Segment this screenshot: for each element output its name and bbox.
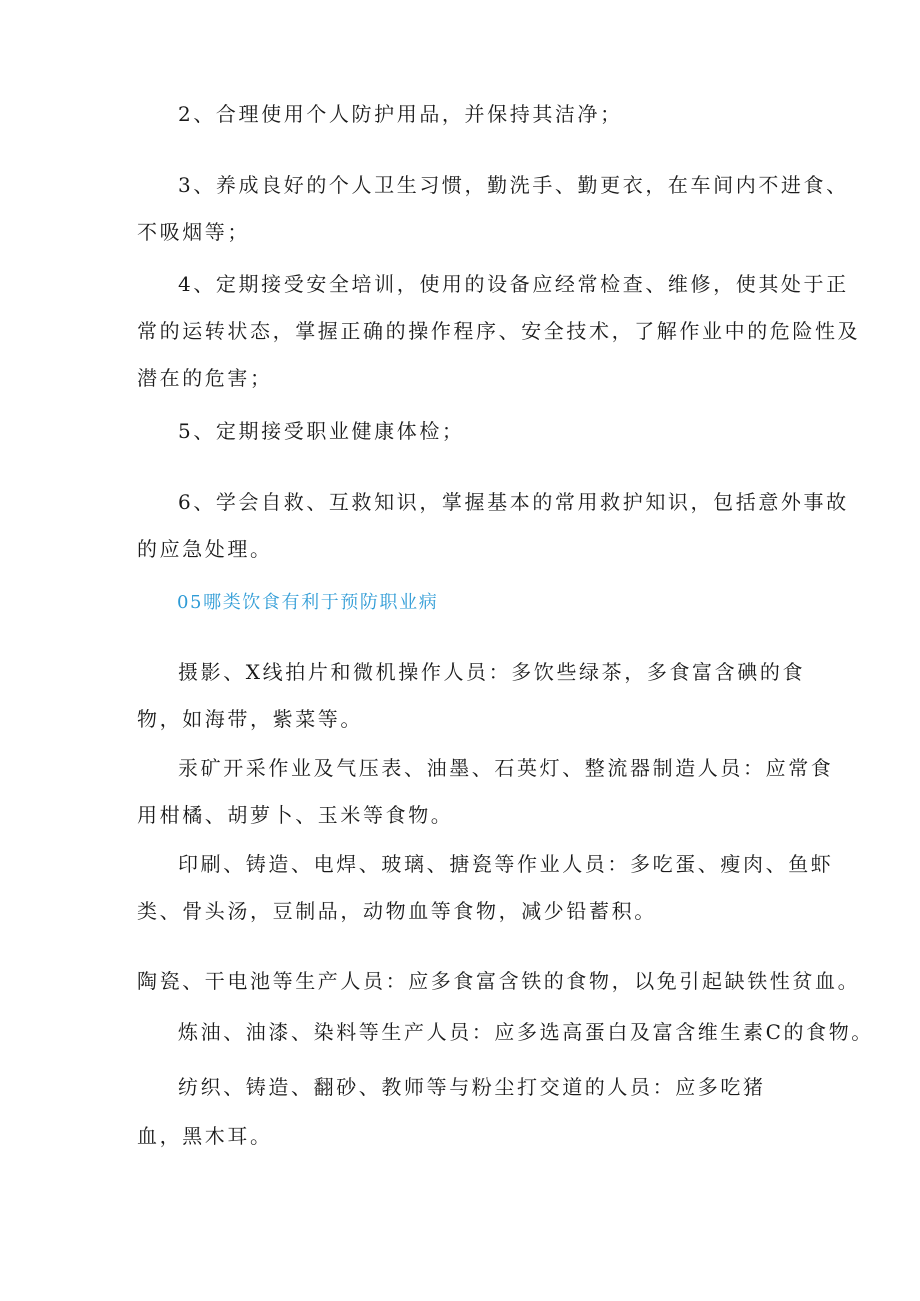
paragraph-4-line-3: 潜在的危害；: [137, 366, 273, 390]
paragraph-6-line-2: 的应急处理。: [137, 537, 273, 561]
diet-item-3-line-1: 印刷、铸造、电焊、玻璃、搪瓷等作业人员：多吃蛋、瘦肉、鱼虾: [178, 852, 834, 876]
diet-item-4-line-1: 陶瓷、干电池等生产人员：应多食富含铁的食物，以免引起缺铁性贫血。: [137, 969, 861, 993]
diet-item-1-line-2: 物，如海带，紫菜等。: [137, 707, 363, 731]
diet-item-5-line-1: 炼油、油漆、染料等生产人员：应多选高蛋白及富含维生素C的食物。: [178, 1020, 874, 1044]
diet-item-6-line-2: 血，黑木耳。: [137, 1124, 273, 1148]
paragraph-5-line-1: 5、定期接受职业健康体检；: [178, 419, 465, 443]
paragraph-2-line-1: 2、合理使用个人防护用品，并保持其洁净；: [178, 102, 623, 126]
paragraph-4-line-2: 常的运转状态，掌握正确的操作程序、安全技术，了解作业中的危险性及: [137, 319, 861, 343]
diet-item-2-line-1: 汞矿开采作业及气压表、油墨、石英灯、整流器制造人员：应常食: [178, 756, 834, 780]
diet-item-6-line-1: 纺织、铸造、翻砂、教师等与粉尘打交道的人员：应多吃猪: [178, 1075, 766, 1099]
paragraph-6-line-1: 6、学会自救、互救知识，掌握基本的常用救护知识，包括意外事故: [178, 490, 849, 514]
section-heading: 05哪类饮食有利于预防职业病: [177, 592, 439, 613]
paragraph-3-line-2: 不吸烟等；: [137, 220, 250, 244]
diet-item-3-line-2: 类、骨头汤，豆制品，动物血等食物，减少铅蓄积。: [137, 899, 657, 923]
diet-item-2-line-2: 用柑橘、胡萝卜、玉米等食物。: [137, 803, 454, 827]
paragraph-3-line-1: 3、养成良好的个人卫生习惯，勤洗手、勤更衣，在车间内不进食、: [178, 173, 849, 197]
paragraph-4-line-1: 4、定期接受安全培训，使用的设备应经常检查、维修，使其处于正: [178, 272, 849, 296]
diet-item-1-line-1: 摄影、X线拍片和微机操作人员：多饮些绿茶，多食富含碘的食: [178, 660, 806, 684]
